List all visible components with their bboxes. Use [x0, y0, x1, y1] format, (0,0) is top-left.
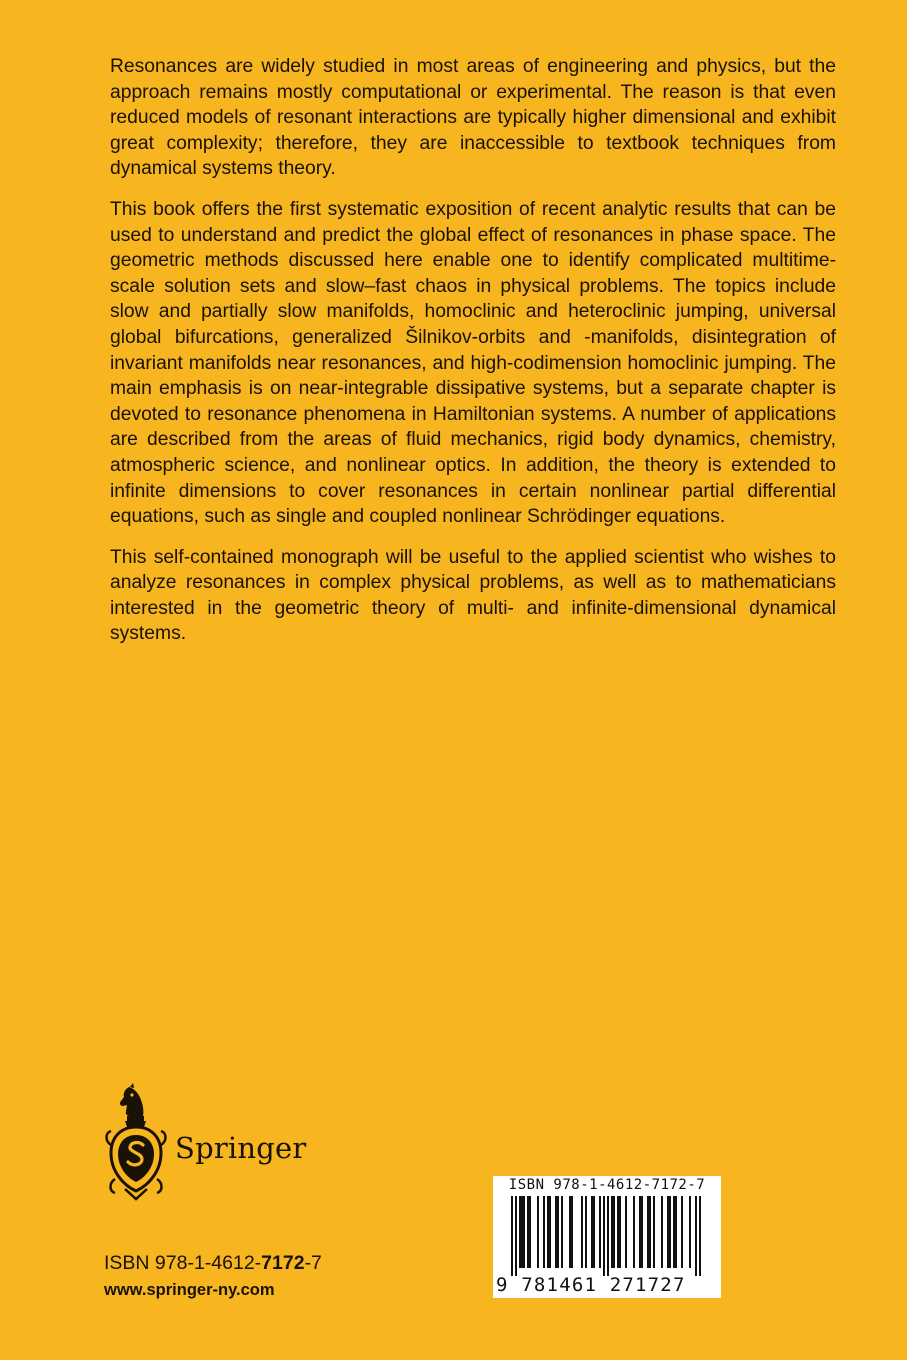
barcode-bar [511, 1196, 513, 1276]
barcode-bar [527, 1196, 529, 1268]
barcode-bar [653, 1196, 655, 1268]
barcode-bar [661, 1196, 663, 1268]
barcode-bar [571, 1196, 573, 1268]
publisher-website: www.springer-ny.com [104, 1281, 275, 1299]
springer-logo [103, 1083, 307, 1203]
barcode-bar [519, 1196, 521, 1268]
barcode-bar [581, 1196, 583, 1268]
isbn-prefix: ISBN 978-1-4612- [104, 1252, 262, 1274]
barcode-bar [639, 1196, 641, 1268]
barcode-bar [561, 1196, 563, 1268]
barcode-bar [515, 1196, 517, 1276]
blurb-paragraph-2: This book offers the first systematic exposition of recent analytic results that can be used to understand and predict the global effect of resonances in phase space. The geometric methods discussed here enable one to identify complicated multitime-scale solution sets and slow–fast chaos in physical problems. The topics include slow and partially slow manifolds, homoclinic and heteroclinic jumping, universal global bifurcations, generalized Šilnikov-orbits and -manifolds, disintegration of invariant manifolds near resonances, and high-codimension homoclinic jumping. The main emphasis is on near-integrable dissipative systems, but a separate chapter is devoted to resonance phenomena in Hamiltonian systems. A number of applications are described from the areas of fluid mechanics, rigid body dynamics, chemistry, atmospheric science, and nonlinear optics. In addition, the theory is extended to infinite dimensions to cover resonances in certain nonlinear partial differential equations, such as single and coupled nonlinear Schrödinger equations. [110, 198, 836, 528]
isbn-suffix: -7 [304, 1252, 322, 1274]
barcode-bar [555, 1196, 557, 1268]
barcode-bar [673, 1196, 675, 1268]
barcode-bar [523, 1196, 525, 1268]
isbn-text [104, 1252, 322, 1275]
barcode [493, 1176, 721, 1298]
barcode-bar [647, 1196, 649, 1268]
barcode-bar [613, 1196, 615, 1268]
publisher-name: Springer [175, 1131, 307, 1165]
barcode-bar [699, 1196, 701, 1276]
barcode-bar [607, 1196, 609, 1276]
barcode-bar [669, 1196, 671, 1268]
isbn-bold-part: 7172 [261, 1252, 305, 1274]
barcode-bar [641, 1196, 643, 1268]
barcode-bar [689, 1196, 691, 1268]
barcode-bar [569, 1196, 571, 1268]
barcode-bar [593, 1196, 595, 1268]
barcode-bar [667, 1196, 669, 1268]
barcode-bar [591, 1196, 593, 1268]
barcode-bar [547, 1196, 549, 1268]
barcode-bar [521, 1196, 523, 1268]
blurb-paragraph-1: Resonances are widely studied in most areas of engineering and physics, but the approach remains mostly computational or experimental. The reason is that even reduced models of resonant interactions are typically higher dimensional and exhibit great complexity; therefore, they are inaccessible to textbook techniques from dynamical systems theory. [110, 56, 836, 180]
barcode-bar [611, 1196, 613, 1268]
barcode-bar [585, 1196, 587, 1268]
barcode-bars [497, 1196, 717, 1276]
barcode-isbn-label: ISBN 978-1-4612-7172-7 [508, 1177, 706, 1193]
barcode-bar [549, 1196, 551, 1268]
springer-knight-icon [103, 1083, 169, 1201]
barcode-bar [599, 1196, 601, 1268]
back-cover-blurb [110, 54, 836, 662]
barcode-bar [617, 1196, 619, 1268]
barcode-bar [675, 1196, 677, 1268]
barcode-bar [695, 1196, 697, 1276]
barcode-bar [543, 1196, 545, 1268]
barcode-bar [649, 1196, 651, 1268]
blurb-paragraph-3: This self-contained monograph will be useful to the applied scientist who wishes to analyze resonances in complex physical problems, as well as to mathematicians interested in the geometric theory of multi- and infinite-dimensional dynamical systems. [110, 546, 836, 645]
barcode-bar [681, 1196, 683, 1268]
barcode-bar [537, 1196, 539, 1268]
barcode-bar [625, 1196, 627, 1268]
barcode-bar [603, 1196, 605, 1276]
barcode-digits: 9 781461 271727 [496, 1274, 686, 1296]
barcode-bar [633, 1196, 635, 1268]
barcode-bar [557, 1196, 559, 1268]
barcode-bar [619, 1196, 621, 1268]
barcode-bar [529, 1196, 531, 1268]
